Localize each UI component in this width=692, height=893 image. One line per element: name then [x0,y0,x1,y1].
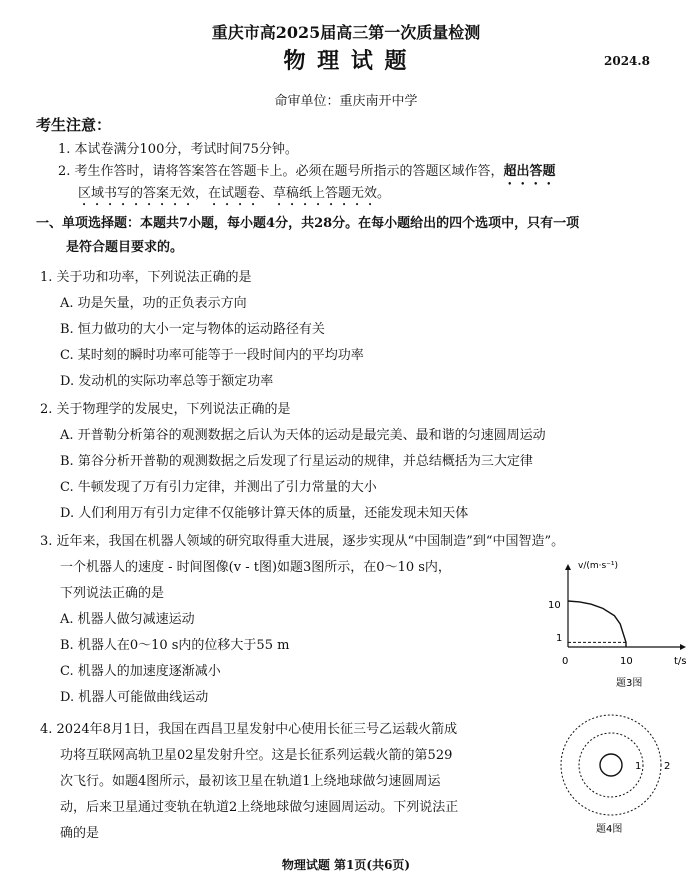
page-footer: 物理试题 第1页(共6页) [281,858,411,872]
page-title: 物 理 试 题 [283,48,409,74]
exam-date: 2024.8 [604,54,650,68]
q1-option-d: D. 发动机的实际功率总等于额定功率 [60,374,274,389]
q4-stem-line-1: 4. 2024年8月1日，我国在西昌卫星发射中心使用长征三号乙运载火箭成 [40,722,458,737]
orbit-2 [561,715,661,815]
q3-option-d: D. 机器人可能做曲线运动 [60,690,209,705]
y-tick-label-1: 1 [556,633,563,644]
section-heading-line-2: 是符合题目要求的。 [66,240,184,255]
q1-option-a: A. 功是矢量，功的正负表示方向 [60,296,247,311]
y-axis-label: v/(m·s⁻¹) [578,561,619,571]
q4-stem-line-2: 功将互联网高轨卫星02星发射升空。这是长征系列运载火箭的第529 [60,748,453,763]
x-axis-arrow [680,644,686,650]
q4-stem-line-3: 次飞行。如题4图所示，最初该卫星在轨道1上绕地球做匀速圆周运 [60,774,441,789]
x-tick-label-10: 10 [620,656,633,667]
q2-option-b: B. 第谷分析开普勒的观测数据之后发现了行星运动的规律，并总结概括为三大定律 [60,454,533,469]
q3-option-b: B. 机器人在0～10 s内的位移大于55 m [60,638,290,653]
notice-item-2-text: 2. 考生作答时，请将答案答在答题卡上。必须在题号所指示的答题区域作答， [58,164,504,179]
orbit-diagram [556,710,676,840]
q3-stem-line-3: 下列说法正确的是 [60,586,165,601]
notice-item-1: 1. 本试卷满分100分，考试时间75分钟。 [58,142,298,157]
y-axis-arrow [565,564,571,570]
q2-option-a: A. 开普勒分析第谷的观测数据之后认为天体的运动是最完美、最和谐的匀速圆周运动 [60,428,546,443]
orbit-1-label: 1 [635,761,642,772]
q3-stem-line-2: 一个机器人的速度 - 时间图像(v - t图)如题3图所示，在0～10 s内， [60,560,451,575]
orbit-2-label: 2 [664,761,671,772]
orbit-1 [579,733,643,797]
figure-3-caption: 题3图 [616,678,643,689]
q1-option-c: C. 某时刻的瞬时功率可能等于一段时间内的平均功率 [60,348,364,363]
q4-stem-line-5: 确的是 [60,826,100,841]
q1-stem: 1. 关于功和功率，下列说法正确的是 [40,270,252,285]
vt-graph [538,556,688,694]
notice-heading: 考生注意： [36,116,112,134]
figure-4-caption: 题4图 [596,824,623,835]
q2-option-c: C. 牛顿发现了万有引力定律，并测出了引力常量的大小 [60,480,377,495]
section-heading-line-1: 一、单项选择题：本题共7小题，每小题4分，共28分。在每小题给出的四个选项中，只有一项 [36,216,580,231]
q3-option-a: A. 机器人做匀减速运动 [60,612,195,627]
q3-option-c: C. 机器人的加速度逐渐减小 [60,664,221,679]
q3-stem-line-1: 3. 近年来，我国在机器人领域的研究取得重大进展，逐步实现从“中国制造”到“中国智造”。 [40,534,565,549]
q2-stem: 2. 关于物理学的发展史，下列说法正确的是 [40,402,291,417]
x-axis-label: t/s [674,656,687,667]
velocity-curve [568,601,626,647]
earth [600,754,622,776]
q2-option-d: D. 人们利用万有引力定律不仅能够计算天体的质量，还能发现未知天体 [60,506,469,521]
notice-emphasis-1: 超出答题 [503,164,556,179]
exam-title: 重庆市高2025届高三第一次质量检测 [211,23,481,42]
origin-label: 0 [562,656,569,667]
author-unit: 命审单位：重庆南开中学 [274,94,418,109]
notice-item-2-line-2: 区域书写的答案无效，在试题卷、草稿纸上答题无效。 [78,186,391,201]
q1-option-b: B. 恒力做功的大小一定与物体的运动路径有关 [60,322,325,337]
y-tick-label-10: 10 [548,600,561,611]
q4-stem-line-4: 动，后来卫星通过变轨在轨道2上绕地球做匀速圆周运动。下列说法正 [60,800,459,815]
